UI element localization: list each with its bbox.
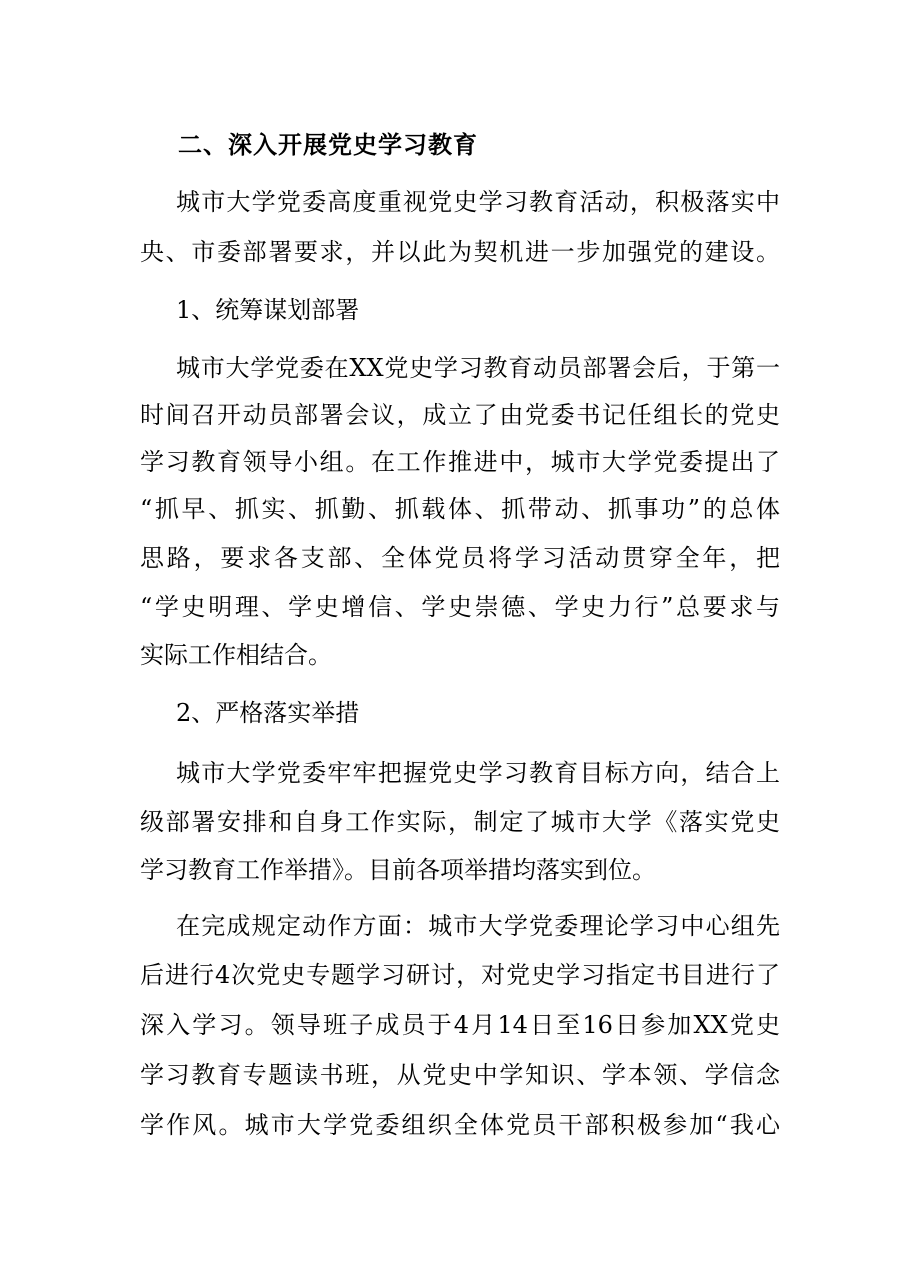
paragraph-line: 思路，要求各支部、全体党员将学习活动贯穿全年，把 xyxy=(140,544,780,572)
paragraph-line: 学习教育领导小组。在工作推进中，城市大学党委提出了 xyxy=(140,448,780,476)
subheading: 2、严格落实举措 xyxy=(176,699,360,727)
paragraph-line: 时间召开动员部署会议，成立了由党委书记任组长的党史 xyxy=(140,401,780,429)
paragraph-line: 央、市委部署要求，并以此为契机进一步加强党的建设。 xyxy=(140,238,780,266)
paragraph-line: 级部署安排和自身工作实际，制定了城市大学《落实党史 xyxy=(140,808,780,836)
paragraph-line: 城市大学党委牢牢把握党史学习教育目标方向，结合上 xyxy=(176,759,780,787)
paragraph-line: “学史明理、学史增信、学史崇德、学史力行”总要求与 xyxy=(140,593,780,621)
paragraph-line: 学习教育专题读书班，从党史中学知识、学本领、学信念 xyxy=(140,1061,780,1089)
paragraph-line: 后进行4次党史专题学习研讨，对党史学习指定书目进行了 xyxy=(140,961,780,989)
paragraph-line: 深入学习。领导班子成员于4月14日至16日参加XX党史 xyxy=(140,1011,780,1039)
paragraph-line: 学习教育工作举措》。目前各项举措均落实到位。 xyxy=(140,856,656,884)
paragraph-line: 城市大学党委高度重视党史学习教育活动，积极落实中 xyxy=(176,188,780,216)
paragraph-line: 在完成规定动作方面：城市大学党委理论学习中心组先 xyxy=(176,912,780,940)
section-heading: 二、深入开展党史学习教育 xyxy=(178,130,478,159)
paragraph-line: 学作风。城市大学党委组织全体党员干部积极参加“我心 xyxy=(140,1111,780,1139)
paragraph-line: 城市大学党委在XX党史学习教育动员部署会后，于第一 xyxy=(176,354,780,382)
subheading: 1、统筹谋划部署 xyxy=(176,296,360,324)
paragraph-line: 实际工作相结合。 xyxy=(140,641,332,669)
paragraph-line: “抓早、抓实、抓勤、抓载体、抓带动、抓事功”的总体 xyxy=(140,495,780,523)
